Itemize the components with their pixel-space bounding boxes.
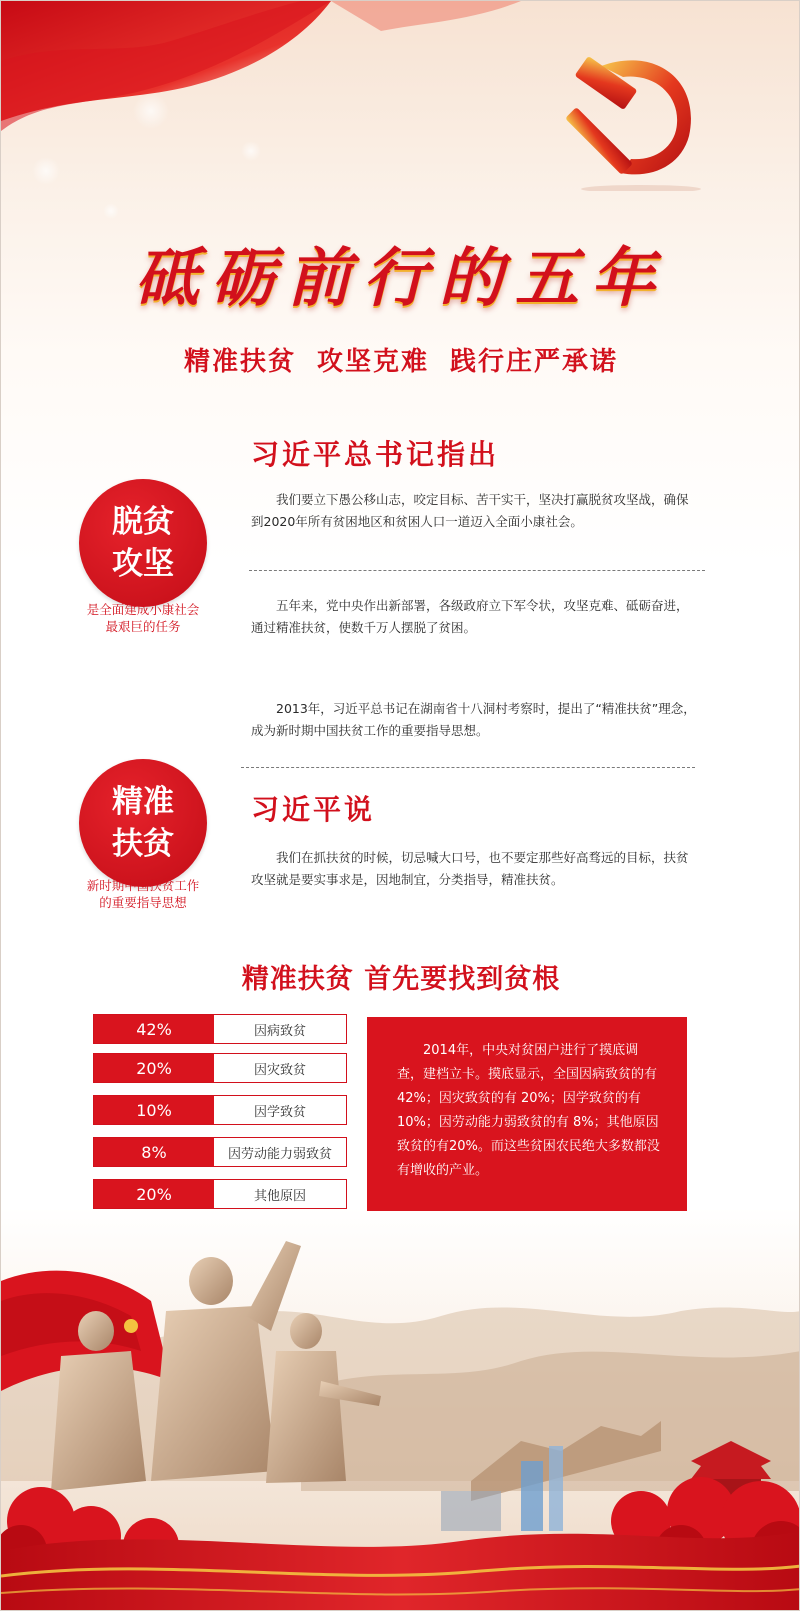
stat-row	[93, 1137, 347, 1167]
stat-percent: 20%	[94, 1180, 214, 1208]
survey-text: 2014年，中央对贫困户进行了摸底调查，建档立卡。摸底显示，全国因病致贫的有42%；因灾致贫的有 20%；因学致贫的有 10%；因劳动能力弱致贫的有 8%；其他原因致贫的有20%。而这些贫困农民绝大多数都没有增收的产业。	[397, 1043, 660, 1178]
poster-title: 砥砺前行的五年	[135, 241, 667, 316]
caption-line: 的重要指导思想	[99, 895, 187, 910]
party-emblem-icon	[561, 41, 711, 191]
dashed-divider	[241, 767, 695, 768]
stat-row	[93, 1014, 347, 1044]
stat-percent: 20%	[94, 1054, 214, 1082]
badge-line: 扶贫	[112, 826, 174, 862]
section-heading-root-causes: 精准扶贫 首先要找到贫根	[241, 964, 561, 995]
paragraph-2013: 2013年，习近平总书记在湖南省十八洞村考察时，提出了“精准扶贫”理念，成为新时期中国扶贫工作的重要指导思想。	[251, 701, 696, 738]
caption-line: 最艰巨的任务	[105, 619, 181, 634]
survey-text-box	[367, 1017, 687, 1211]
paragraph-quote: 我们要立下愚公移山志，咬定目标、苦干实干，坚决打赢脱贫攻坚战，确保到2020年所有贫困地区和贫困人口一道迈入全面小康社会。	[251, 492, 689, 529]
badge-targeted-poverty	[79, 759, 207, 887]
caption-line: 是全面建成小康社会	[86, 602, 200, 617]
poster-subtitle: 精准扶贫 攻坚克难 践行庄严承诺	[183, 347, 619, 377]
stat-percent: 8%	[94, 1138, 214, 1166]
stat-label: 因病致贫	[253, 1023, 306, 1039]
stat-percent: 10%	[94, 1096, 214, 1124]
stat-label: 其他原因	[253, 1188, 306, 1204]
section-heading-xi-says: 习近平说	[251, 793, 376, 826]
badge-line: 攻坚	[112, 546, 174, 582]
paragraph-five-years: 五年来，党中央作出新部署，各级政府立下军令状，攻坚克难、砥砺奋进，通过精准扶贫，使数千万人摆脱了贫困。	[251, 598, 689, 635]
stat-row	[93, 1095, 347, 1125]
paragraph-xi-quote: 我们在抓扶贫的时候，切忌喊大口号，也不要定那些好高骛远的目标，扶贫攻坚就是要实事求是，因地制宜，分类指导，精准扶贫。	[251, 850, 689, 887]
stat-label: 因灾致贫	[253, 1062, 306, 1078]
badge-caption	[63, 601, 223, 635]
stat-row	[93, 1179, 347, 1209]
stat-row	[93, 1053, 347, 1083]
bottom-monument-scene-illustration	[1, 1221, 800, 1611]
stat-percent: 42%	[94, 1015, 214, 1043]
dashed-divider	[249, 570, 705, 571]
badge-line: 精准	[112, 784, 174, 820]
stat-label: 因学致贫	[253, 1104, 306, 1120]
badge-poverty-alleviation	[79, 479, 207, 607]
caption-line: 新时期中国扶贫工作	[86, 878, 200, 893]
badge-caption	[63, 877, 223, 911]
section-heading-general-secretary: 习近平总书记指出	[251, 438, 500, 471]
badge-line: 脱贫	[112, 504, 174, 540]
stat-label: 因劳动能力弱致贫	[227, 1146, 332, 1162]
